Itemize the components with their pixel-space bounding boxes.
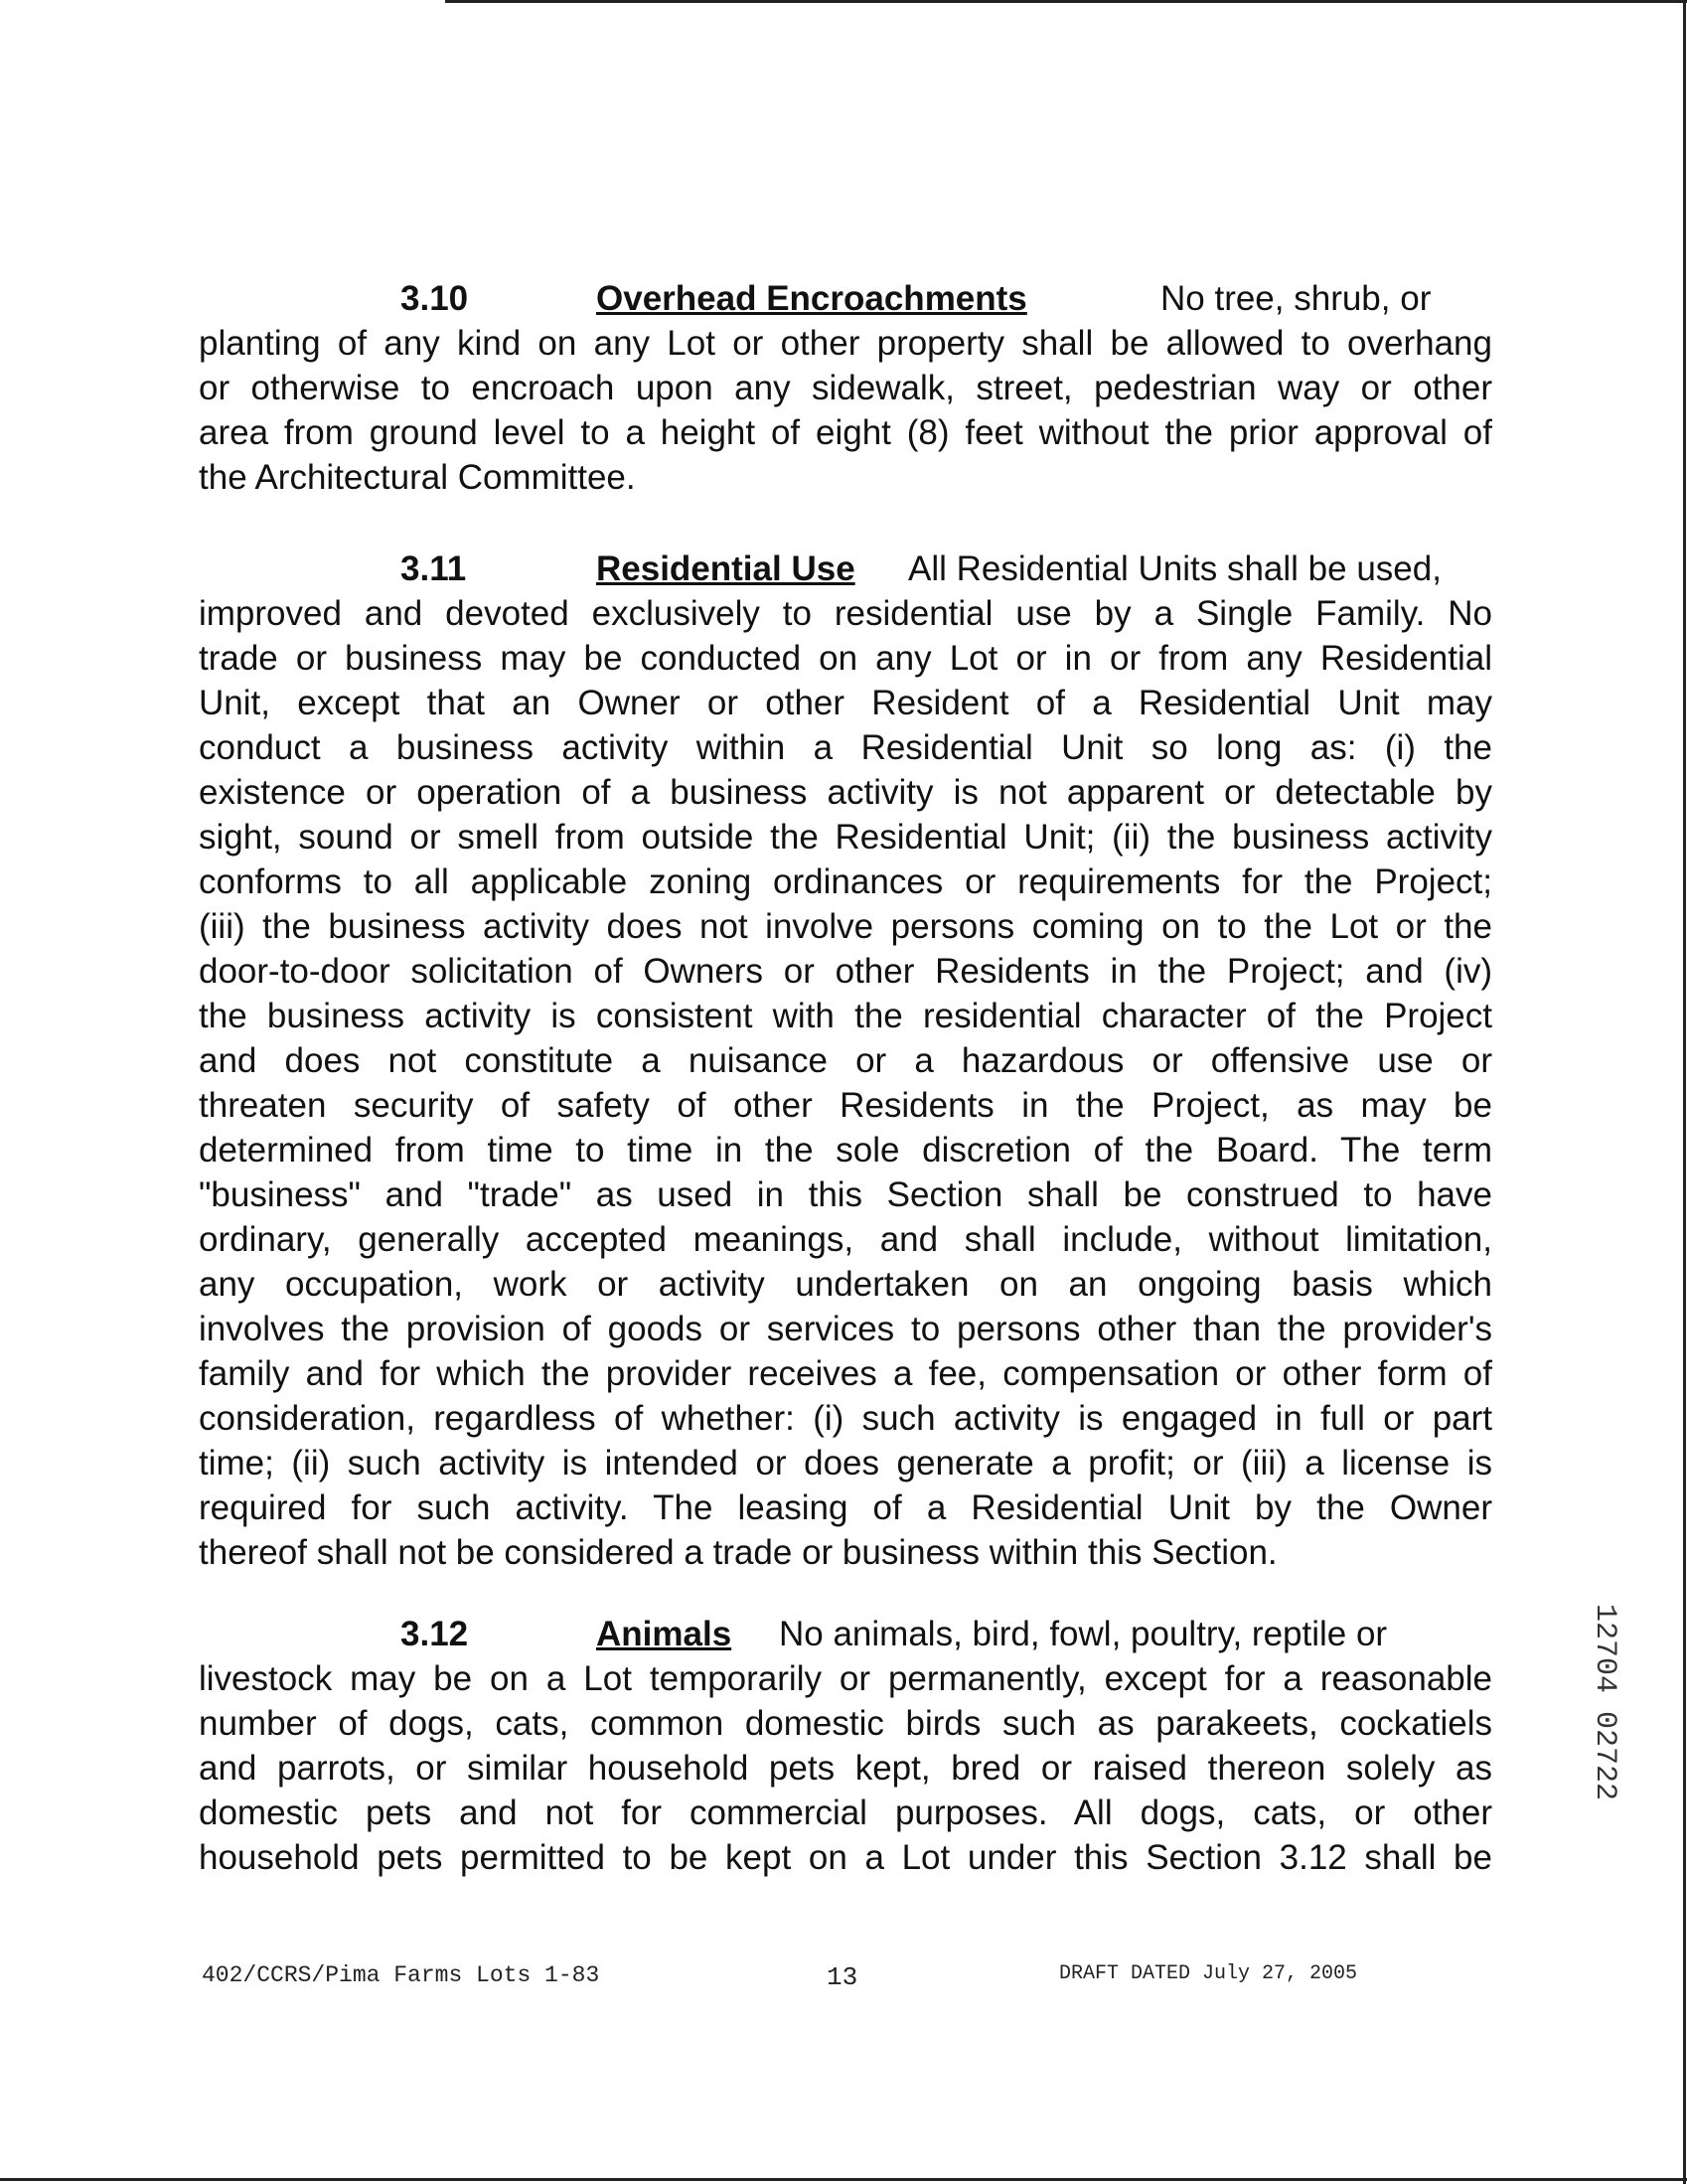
paragraph-line: ordinary, generally accepted meanings, and shall include, without limitation, bbox=[199, 1220, 1492, 1259]
paragraph-line: domestic pets and not for commercial purposes. All dogs, cats, or other bbox=[199, 1794, 1492, 1832]
section-number: 3.11 bbox=[400, 549, 467, 588]
paragraph-line: planting of any kind on any Lot or other property shall be allowed to overhang bbox=[199, 324, 1492, 363]
paragraph-line: conduct a business activity within a Residential Unit so long as: (i) the bbox=[199, 728, 1492, 767]
section-heading-line bbox=[199, 1612, 1492, 1656]
paragraph-line: or otherwise to encroach upon any sidewalk, street, pedestrian way or other bbox=[199, 369, 1492, 407]
paragraph-line: the business activity is consistent with the residential character of the Project bbox=[199, 997, 1492, 1035]
section-title: Animals bbox=[596, 1615, 732, 1653]
paragraph-line: time; (ii) such activity is intended or does generate a profit; or (iii) a license is bbox=[199, 1444, 1492, 1482]
paragraph-line: conforms to all applicable zoning ordinances or requirements for the Project; bbox=[199, 862, 1492, 901]
footer-draft-date: DRAFT DATED July 27, 2005 bbox=[1059, 1962, 1358, 1985]
section-3-11 bbox=[199, 546, 1492, 1575]
paragraph-line: sight, sound or smell from outside the Residential Unit; (ii) the business activity bbox=[199, 818, 1492, 857]
paragraph-line: threaten security of safety of other Residents in the Project, as may be bbox=[199, 1086, 1492, 1125]
paragraph-line: household pets permitted to be kept on a Lot under this Section 3.12 shall be bbox=[199, 1838, 1492, 1877]
top-border-rule bbox=[445, 0, 1687, 3]
paragraph-line: number of dogs, cats, common domestic birds such as parakeets, cockatiels bbox=[199, 1704, 1492, 1743]
paragraph-line: (iii) the business activity does not involve persons coming on to the Lot or the bbox=[199, 907, 1492, 946]
paragraph-line: and parrots, or similar household pets kept, bred or raised thereon solely as bbox=[199, 1749, 1492, 1788]
margin-recording-number bbox=[1588, 1590, 1627, 1888]
right-border-rule bbox=[1683, 0, 1686, 2184]
paragraph-line: trade or business may be conducted on any Lot or in or from any Residential bbox=[199, 639, 1492, 678]
paragraph-line: the Architectural Committee. bbox=[199, 458, 636, 497]
footer-page-number: 13 bbox=[827, 1962, 858, 1992]
section-number: 3.12 bbox=[400, 1615, 469, 1653]
paragraph-line: any occupation, work or activity undertaken on an ongoing basis which bbox=[199, 1265, 1492, 1304]
paragraph-line: "business" and "trade" as used in this Section shall be construed to have bbox=[199, 1175, 1492, 1214]
paragraph-line: required for such activity. The leasing of a Residential Unit by the Owner bbox=[199, 1488, 1492, 1527]
section-3-12 bbox=[199, 1612, 1492, 1880]
bottom-border-rule bbox=[0, 2178, 1687, 2181]
paragraph-line: involves the provision of goods or services to persons other than the provider's bbox=[199, 1310, 1492, 1348]
footer-file-reference: 402/CCRS/Pima Farms Lots 1-83 bbox=[202, 1962, 600, 1988]
paragraph-line: Unit, except that an Owner or other Resident of a Residential Unit may bbox=[199, 684, 1492, 722]
section-first-line-text: No animals, bird, fowl, poultry, reptile or bbox=[779, 1615, 1388, 1653]
paragraph-line: determined from time to time in the sole discretion of the Board. The term bbox=[199, 1131, 1492, 1170]
section-3-10 bbox=[199, 276, 1492, 500]
paragraph-line: thereof shall not be considered a trade or business within this Section. bbox=[199, 1533, 1278, 1572]
paragraph-line: and does not constitute a nuisance or a hazardous or offensive use or bbox=[199, 1041, 1492, 1080]
paragraph-line: consideration, regardless of whether: (i) such activity is engaged in full or part bbox=[199, 1399, 1492, 1438]
section-heading-line bbox=[199, 546, 1492, 591]
paragraph-line: area from ground level to a height of eight (8) feet without the prior approval of bbox=[199, 413, 1492, 452]
section-title: Residential Use bbox=[596, 549, 855, 588]
section-first-line-text: All Residential Units shall be used, bbox=[908, 549, 1442, 588]
section-number: 3.10 bbox=[400, 279, 469, 318]
section-title: Overhead Encroachments bbox=[596, 279, 1027, 318]
paragraph-line: improved and devoted exclusively to residential use by a Single Family. No bbox=[199, 594, 1492, 633]
paragraph-line: door-to-door solicitation of Owners or other Residents in the Project; and (iv) bbox=[199, 952, 1492, 991]
section-first-line-text: No tree, shrub, or bbox=[1160, 279, 1432, 318]
paragraph-line: existence or operation of a business activity is not apparent or detectable by bbox=[199, 773, 1492, 812]
paragraph-line: livestock may be on a Lot temporarily or permanently, except for a reasonable bbox=[199, 1659, 1492, 1698]
paragraph-line: family and for which the provider receives a fee, compensation or other form of bbox=[199, 1354, 1492, 1393]
section-heading-line bbox=[199, 276, 1492, 321]
margin-stamp-text: 12704 02722 bbox=[1588, 1604, 1621, 1801]
